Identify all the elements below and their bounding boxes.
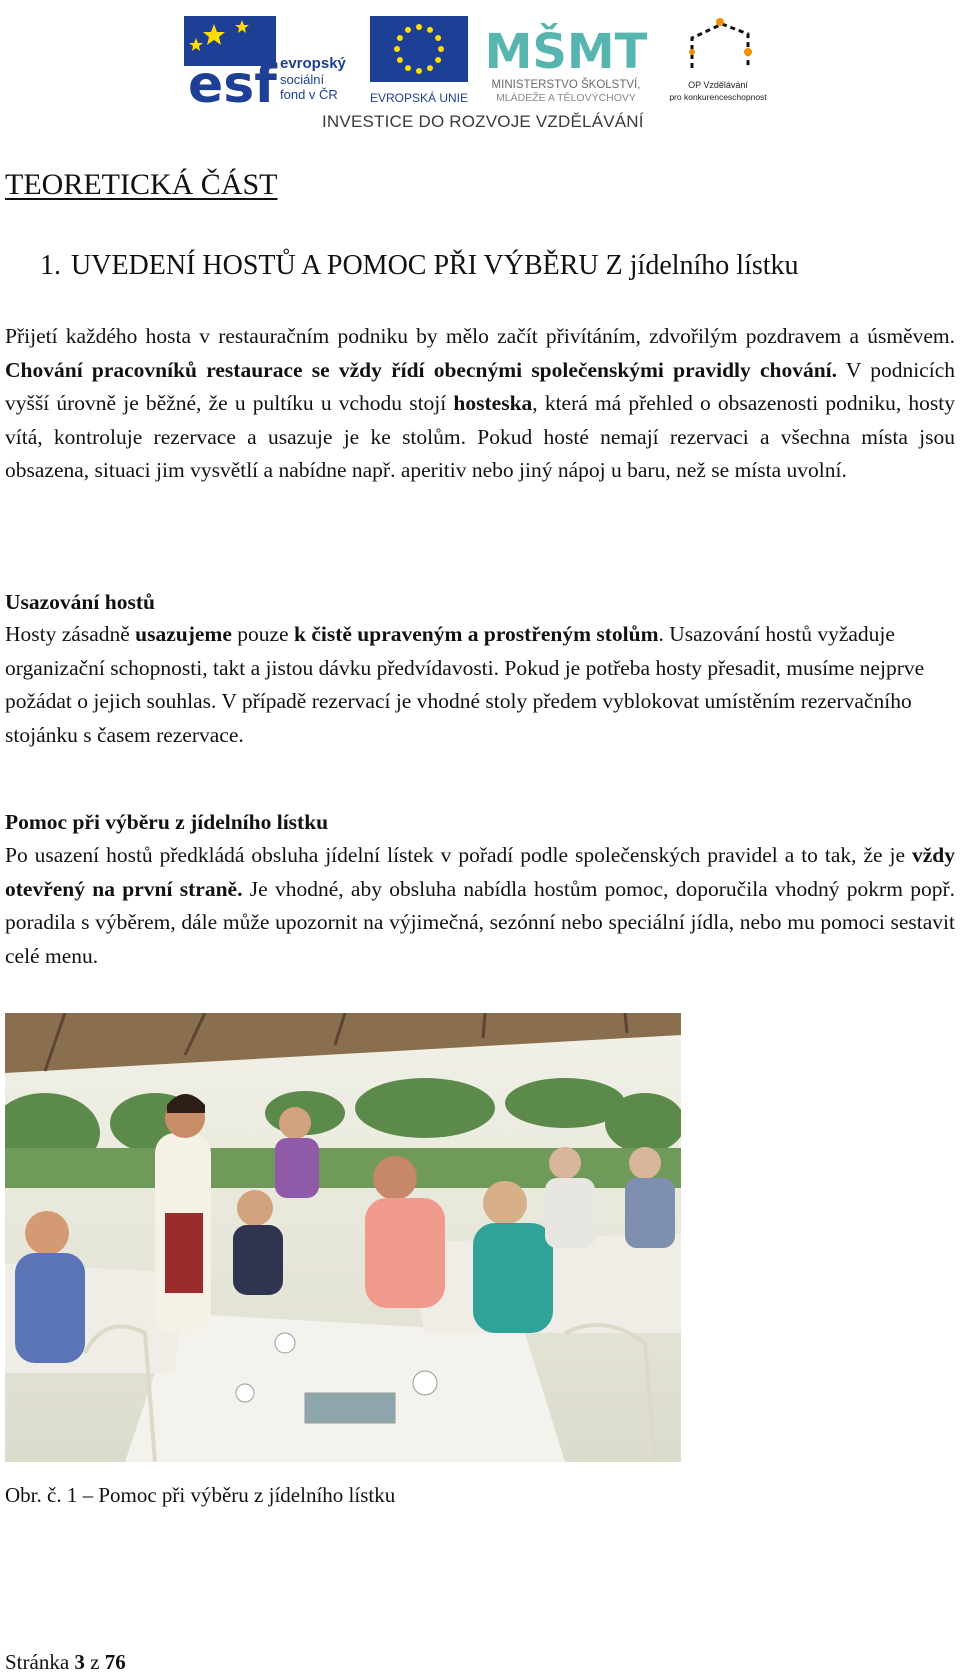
eu-star-icon	[435, 35, 441, 41]
eu-star-icon	[438, 46, 444, 52]
section-title: TEORETICKÁ ČÁST	[5, 168, 278, 201]
svg-text:MLÁDEŽE A TĚLOVÝCHOVY: MLÁDEŽE A TĚLOVÝCHOVY	[496, 92, 636, 104]
msmt-logo	[474, 14, 658, 114]
eu-star-icon	[397, 35, 403, 41]
eu-star-icon	[427, 65, 433, 71]
chapter-title-text: UVEDENÍ HOSTŮ A POMOC PŘI VÝBĚRU Z jídelního lístku	[71, 250, 799, 281]
svg-text:pro konkurenceschopnost: pro konkurenceschopnost	[669, 92, 767, 102]
svg-text:MINISTERSTVO ŠKOLSTVÍ,: MINISTERSTVO ŠKOLSTVÍ,	[491, 79, 641, 91]
page-footer: Stránka 3 z 76	[5, 1650, 126, 1674]
header-logos	[184, 12, 774, 140]
svg-text:MŠMT: MŠMT	[484, 24, 648, 80]
eu-star-icon	[394, 46, 400, 52]
eu-star-icon	[435, 57, 441, 63]
seating-paragraph: Hosty zásadně usazujeme pouze k čistě upraveným a prostřeným stolům. Usazování hostů vyžaduje organizační schopnosti, takt a jistou dávku předvídavosti. Pokud je potřeba hosty přesadit, musíme nejprve požádat o jejich souhlas. V případě rezervací je vhodné stoly předem vyblokovat umístěním rezervačního stojánku s časem rezervace.	[5, 622, 925, 747]
eu-star-icon	[416, 24, 422, 30]
tagline: INVESTICE DO ROZVOJE VZDĚLÁVÁNÍ	[322, 112, 644, 131]
esf-logo	[184, 16, 354, 112]
op-vzdelavani-logo	[662, 12, 774, 112]
eu-star-icon	[405, 65, 411, 71]
eu-flag-logo	[368, 16, 470, 112]
esf-mark: esf	[188, 55, 277, 112]
svg-text:evropský: evropský	[280, 55, 346, 72]
chapter-title	[40, 250, 799, 282]
eu-star-icon	[397, 57, 403, 63]
chapter-number: 1.	[40, 250, 61, 281]
svg-text:fond v ČR: fond v ČR	[280, 87, 338, 102]
seating-heading: Usazování hostů	[5, 590, 155, 614]
menu-help-paragraph: Po usazení hostů předkládá obsluha jídelní lístek v pořadí podle společenských pravidel a to tak, že je vždy otevřený na první straně. Je vhodné, aby obsluha nabídla hostům pomoc, doporučila vhodný pokrm popř. poradila s výběrem, dále může upozornit na výjimečná, sezónní nebo speciální jídla, nebo mu pomoci sestavit celé menu.	[5, 843, 955, 968]
figure-caption: Obr. č. 1 – Pomoc při výběru z jídelního lístku	[5, 1483, 396, 1507]
svg-text:sociální: sociální	[280, 72, 325, 87]
restaurant-photo	[5, 1013, 681, 1462]
eu-star-icon	[427, 27, 433, 33]
menu-help-heading: Pomoc při výběru z jídelního lístku	[5, 810, 329, 834]
svg-text:OP Vzdělávání: OP Vzdělávání	[688, 80, 748, 90]
svg-text:EVROPSKÁ UNIE: EVROPSKÁ UNIE	[369, 91, 469, 105]
eu-star-icon	[416, 68, 422, 74]
intro-paragraph: Přijetí každého hosta v restauračním podniku by mělo začít přivítáním, zdvořilým pozdravem a úsměvem. Chování pracovníků restaurace se vždy řídí obecnými společenskými pravidly chování. V podnicích vyšší úrovně je běžné, že u pultíku u vchodu stojí hosteska, která má přehled o obsazenosti podniku, hosty vítá, kontroluje rezervace a usazuje je ke stolům. Pokud hosté nemají rezervaci a všechna místa jsou obsazena, situaci jim vysvětlí a nabídne např. aperitiv nebo jiný nápoj u baru, než se místa uvolní.	[5, 324, 956, 482]
eu-star-icon	[405, 27, 411, 33]
